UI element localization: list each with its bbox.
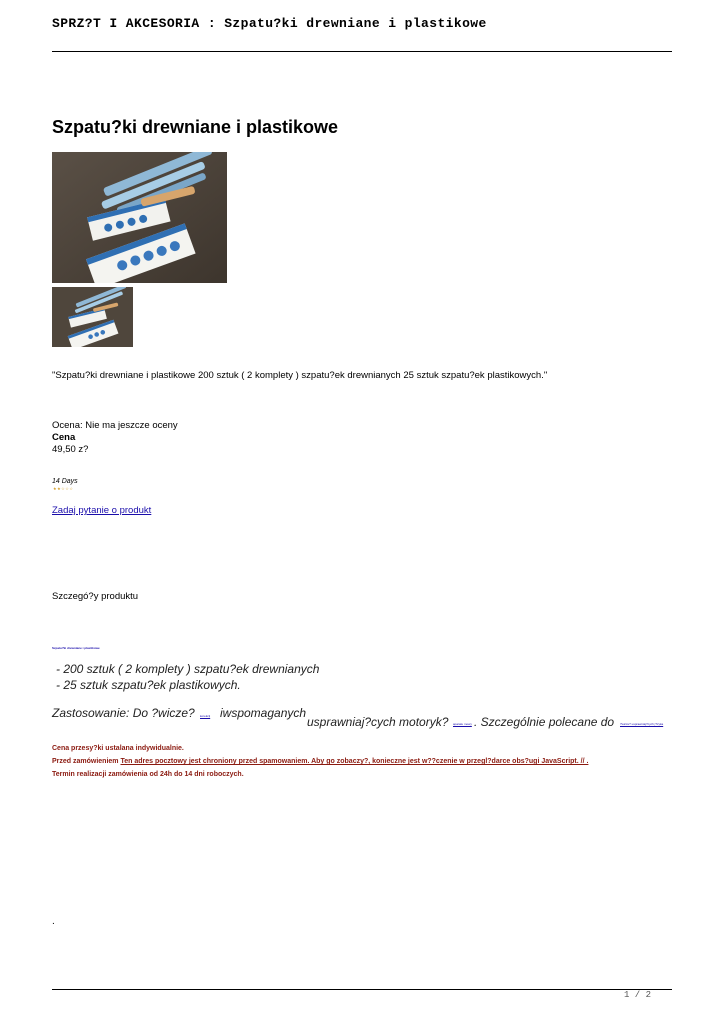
product-photo-main[interactable] <box>52 152 227 283</box>
end-mark: . <box>52 916 55 927</box>
order-contact-note <box>52 758 588 765</box>
usage-text-part2: iwspomaganych <box>220 706 307 720</box>
usage-link-speech[interactable]: aparatu mowy <box>453 722 472 726</box>
product-short-description: "Szpatu?ki drewniane i plastikowe 200 sztuk ( 2 komplety ) szpatu?ek drewnianych 25 sztuk szpatu?ek plastikowych." <box>52 370 548 381</box>
protected-email-link[interactable]: Ten adres pocztowy jest chroniony przed spamowaniem. Aby go zobaczy?, konieczne jest w??czenie w przegl?darce obs?ugi JavaScript. // . <box>120 758 589 765</box>
product-details-heading: Szczegó?y produktu <box>52 591 139 602</box>
product-photo-thumbnail[interactable] <box>52 287 133 347</box>
delivery-time-label: 14 Days <box>52 478 78 485</box>
product-price: 49,50 z? <box>52 444 89 455</box>
usage-link-tongue[interactable]: ?wicze? usprawniaj?cych j?zyka <box>620 722 664 726</box>
price-label: Cena <box>52 432 76 443</box>
delivery-term-note: Termin realizacji zamówienia od 24h do 14 dni roboczych. <box>52 771 244 778</box>
product-rating: Ocena: Nie ma jeszcze oceny <box>52 420 178 431</box>
product-breadcrumb: Szpatu?ki drewniane i plastikowe <box>52 646 100 650</box>
usage-text-part4: . Szczególnie polecane do <box>474 715 615 729</box>
delivery-stars-icon: ★★☆☆☆ <box>53 486 74 491</box>
usage-link-correction[interactable]: korekcji <box>200 714 211 718</box>
usage-text-part3: usprawniaj?cych motoryk? <box>307 715 449 729</box>
spec-line-wooden: - 200 sztuk ( 2 komplety ) szpatu?ek drewnianych <box>56 662 320 676</box>
product-title: Szpatu?ki drewniane i plastikowe <box>52 117 339 137</box>
shipping-cost-note: Cena przesy?ki ustalana indywidualnie. <box>52 745 184 752</box>
spec-line-plastic: - 25 sztuk szpatu?ek plastikowych. <box>56 678 241 692</box>
order-contact-prefix: Przed zamówieniem <box>52 758 119 765</box>
document-header-title: SPRZ?T I AKCESORIA : Szpatu?ki drewniane i plastikowe <box>52 16 487 31</box>
footer-divider <box>52 989 672 990</box>
ask-question-link[interactable]: Zadaj pytanie o produkt <box>52 505 152 516</box>
header-divider <box>52 51 672 52</box>
page-number: 1 / 2 <box>624 990 652 1000</box>
usage-text-part1: Zastosowanie: Do ?wicze? <box>52 706 195 720</box>
